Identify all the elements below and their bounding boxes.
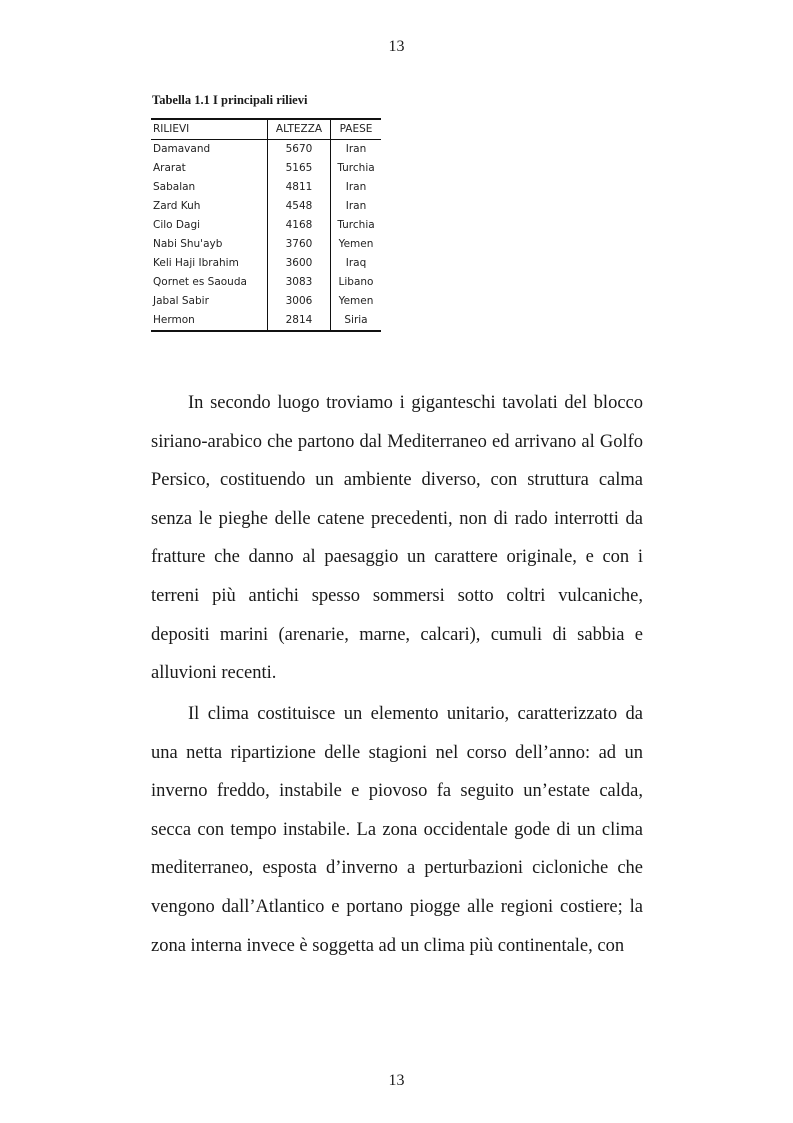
table-row	[151, 178, 381, 197]
page-number-bottom: 13	[388, 1072, 405, 1089]
cell-altezza: 2814	[268, 311, 331, 331]
cell-altezza: 4548	[268, 197, 331, 216]
table-row	[151, 235, 381, 254]
cell-rilievo: Keli Haji Ibrahim	[153, 257, 239, 269]
page-number-top: 13	[388, 38, 405, 55]
cell-rilievo: Qornet es Saouda	[153, 276, 247, 288]
cell-rilievo: Jabal Sabir	[153, 295, 209, 307]
table-row	[151, 311, 381, 331]
table-caption: Tabella 1.1 I principali rilievi	[152, 93, 308, 107]
cell-paese: Libano	[338, 276, 374, 288]
cell-paese: Iraq	[345, 257, 367, 269]
cell-paese: Yemen	[338, 238, 374, 250]
cell-altezza: 5165	[268, 159, 331, 178]
cell-rilievo: Nabi Shu'ayb	[153, 238, 223, 250]
table-row	[151, 216, 381, 235]
table-row	[151, 159, 381, 178]
cell-paese: Siria	[331, 311, 382, 331]
cell-rilievo: Damavand	[153, 143, 211, 155]
header-altezza: ALTEZZA	[268, 119, 331, 140]
paragraph-2-text: Il clima costituisce un elemento unitario, caratterizzato da una netta ripartizione delle stagioni nel corso dell’anno: ad un inverno freddo, instabile e piovoso fa seguito un’estate calda, secca con tempo instabile. La zona occidentale gode di un clima mediterraneo, esposta d’inverno a perturbazioni cicloniche che vengono dall’Atlantico e portano piogge alle regioni costiere; la zona interna invece è soggetta ad un clima più continentale, con	[151, 704, 643, 956]
cell-paese: Turchia	[337, 162, 375, 174]
paragraph-1-text: In secondo luogo troviamo i giganteschi tavolati del blocco siriano-arabico che partono dal Mediterraneo ed arrivano al Golfo Persico, costituendo un ambiente diverso, con struttura calma senza le pieghe delle catene precedenti, non di rado interrotti da fratture che danno al paesaggio un carattere originale, e con i terreni più antichi spesso sommersi sotto coltri vulcaniche, depositi marini (arenarie, marne, calcari), cumuli di sabbia e alluvioni recenti.	[151, 393, 643, 684]
table-row	[151, 273, 381, 292]
table-header-row	[151, 119, 381, 140]
cell-paese: Turchia	[337, 219, 375, 231]
cell-rilievo: Hermon	[151, 311, 268, 331]
cell-paese: Yemen	[338, 295, 374, 307]
cell-altezza: 3760	[268, 235, 331, 254]
cell-rilievo: Zard Kuh	[153, 200, 201, 212]
header-paese: PAESE	[331, 119, 382, 140]
cell-altezza: 4811	[268, 178, 331, 197]
cell-rilievo: Sabalan	[153, 181, 196, 193]
table-row	[151, 140, 381, 160]
cell-paese: Iran	[345, 181, 367, 193]
cell-altezza: 4168	[268, 216, 331, 235]
reliefs-table	[151, 118, 381, 332]
cell-altezza: 5670	[268, 140, 331, 160]
cell-altezza: 3006	[268, 292, 331, 311]
header-rilievi: RILIEVI	[151, 119, 268, 140]
table-row	[151, 254, 381, 273]
paragraph-1	[151, 384, 643, 693]
cell-rilievo: Ararat	[153, 162, 186, 174]
cell-altezza: 3600	[268, 254, 331, 273]
paragraph-2	[151, 695, 643, 965]
cell-paese: Iran	[345, 200, 367, 212]
table-row	[151, 197, 381, 216]
table-row	[151, 292, 381, 311]
cell-rilievo: Cilo Dagi	[153, 219, 201, 231]
cell-altezza: 3083	[268, 273, 331, 292]
cell-paese: Iran	[345, 143, 367, 155]
